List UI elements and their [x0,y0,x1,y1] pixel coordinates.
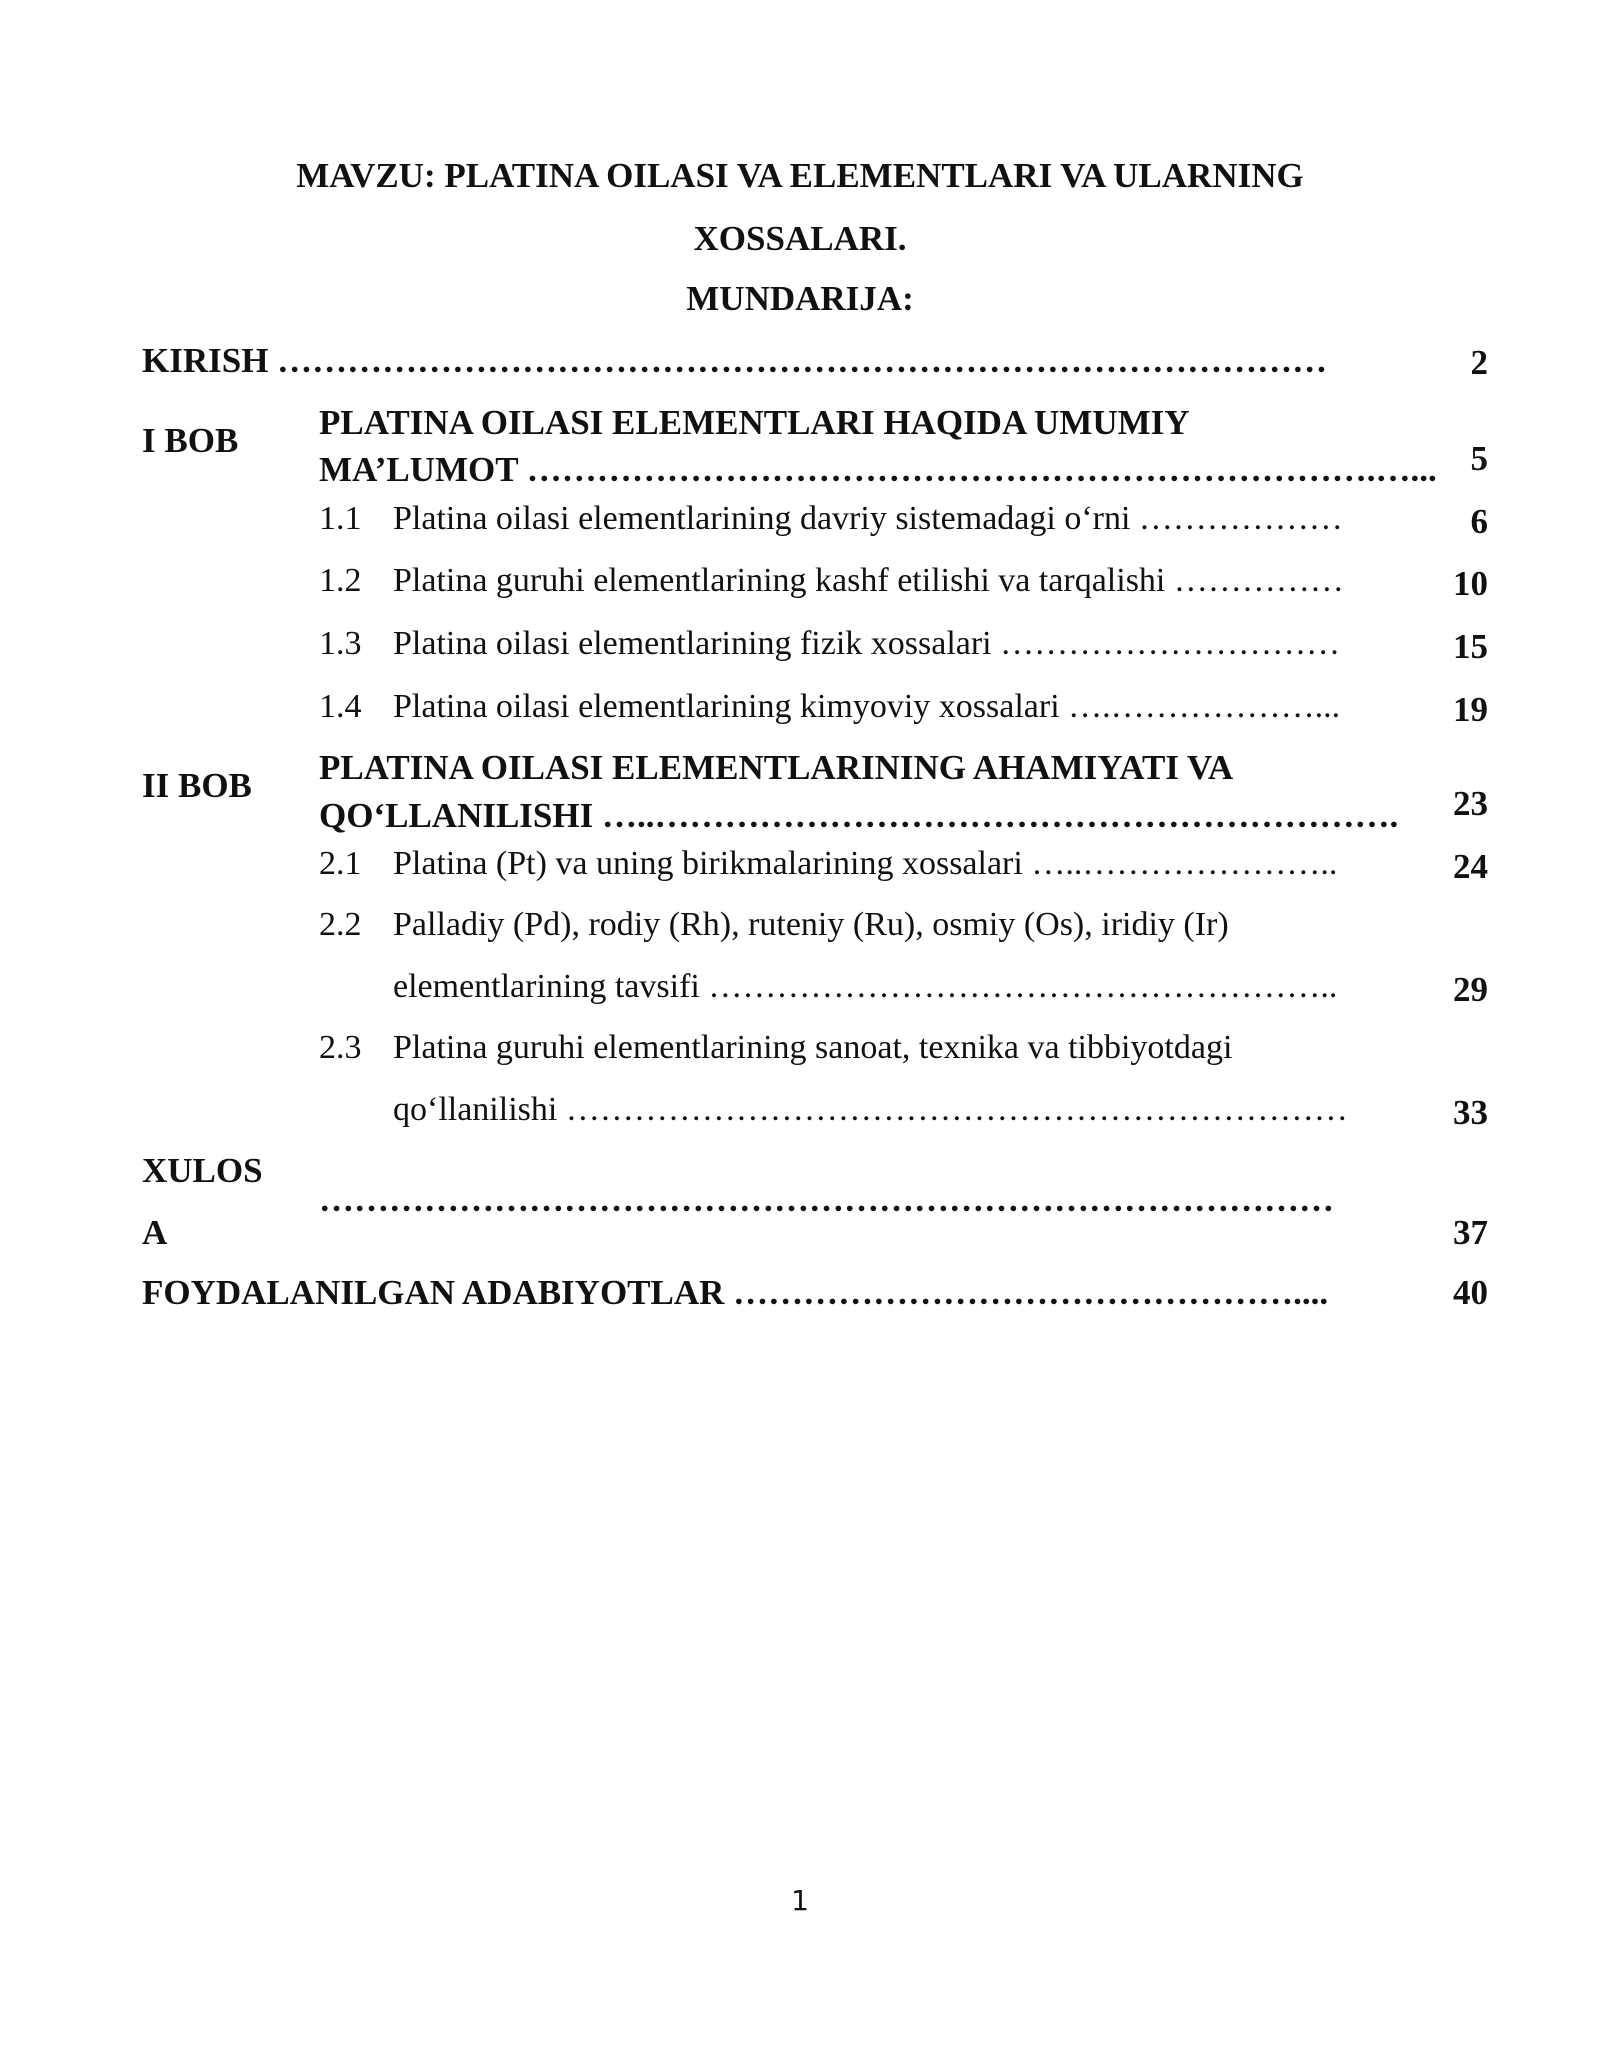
toc-page-number: 10 [1453,564,1488,603]
section-title-line-2: qo‘llanilishi …………………………………………………………… [393,1091,1348,1128]
section-number: 1.1 [319,500,362,537]
toc-page-number: 2 [1470,343,1488,382]
section-number: 2.3 [319,1029,362,1066]
entry-label-line-2: A [142,1213,168,1252]
section-title-line-1: Platina guruhi elementlarining sanoat, texnika va tibbiyotdagi [393,1029,1233,1066]
toc-page-number: 19 [1453,690,1488,729]
toc-page-number: 6 [1470,502,1488,541]
chapter-title-line-1: PLATINA OILASI ELEMENTLARINING AHAMIYATI VA [319,748,1234,787]
toc-entry-label: KIRISH ……………………………………………………………………………… [142,341,1328,380]
section-title-line-1: Palladiy (Pd), rodiy (Rh), ruteniy (Ru), osmiy (Os), iridiy (Ir) [393,906,1229,943]
section-title-line-2: elementlarining tavsifi ……………………………………………….. [393,968,1338,1005]
entry-dot-leader: …………………………………………………………………………… [319,1180,1334,1219]
chapter-title-line-2: QO‘LLANILISHI …..………………………………………………………. [319,796,1399,835]
section-number: 1.3 [319,625,362,662]
toc-page-number: 15 [1453,627,1488,666]
section-title: Platina guruhi elementlarining kashf etilishi va tarqalishi …………… [393,562,1344,599]
toc-page-number: 23 [1453,784,1488,823]
section-title: Platina oilasi elementlarining davriy sistemadagi o‘rni ……………… [393,500,1343,537]
chapter-label: I BOB [142,421,239,460]
entry-label: FOYDALANILGAN ADABIYOTLAR ………………………………………….... [142,1273,1329,1312]
toc-page-number: 29 [1453,970,1488,1009]
document-title-line-2: XOSSALARI. [693,219,907,258]
chapter-title-line-1: PLATINA OILASI ELEMENTLARI HAQIDA UMUMIY [319,403,1190,442]
toc-page-number: 24 [1453,847,1488,886]
toc-page-number: 5 [1470,439,1488,478]
page-number: 1 [791,1884,809,1917]
chapter-title-line-2: MA’LUMOT ……………………………………………………………….…... [319,450,1437,489]
section-title: Platina oilasi elementlarining kimyoviy xossalari ….………………... [393,688,1341,725]
entry-label-line-1: XULOS [142,1151,263,1190]
section-title: Platina oilasi elementlarining fizik xossalari ………………………… [393,625,1341,662]
document-title-line-1: MAVZU: PLATINA OILASI VA ELEMENTLARI VA ULARNING [296,156,1304,195]
section-number: 2.2 [319,906,362,943]
toc-page-number: 37 [1453,1213,1488,1252]
toc-heading: MUNDARIJA: [686,279,914,318]
toc-page-number: 40 [1453,1273,1488,1312]
chapter-label: II BOB [142,766,252,805]
section-number: 1.2 [319,562,362,599]
section-number: 1.4 [319,688,362,725]
section-number: 2.1 [319,845,362,882]
section-title: Platina (Pt) va uning birikmalarining xossalari …..………………….. [393,845,1338,882]
toc-page-number: 33 [1453,1093,1488,1132]
